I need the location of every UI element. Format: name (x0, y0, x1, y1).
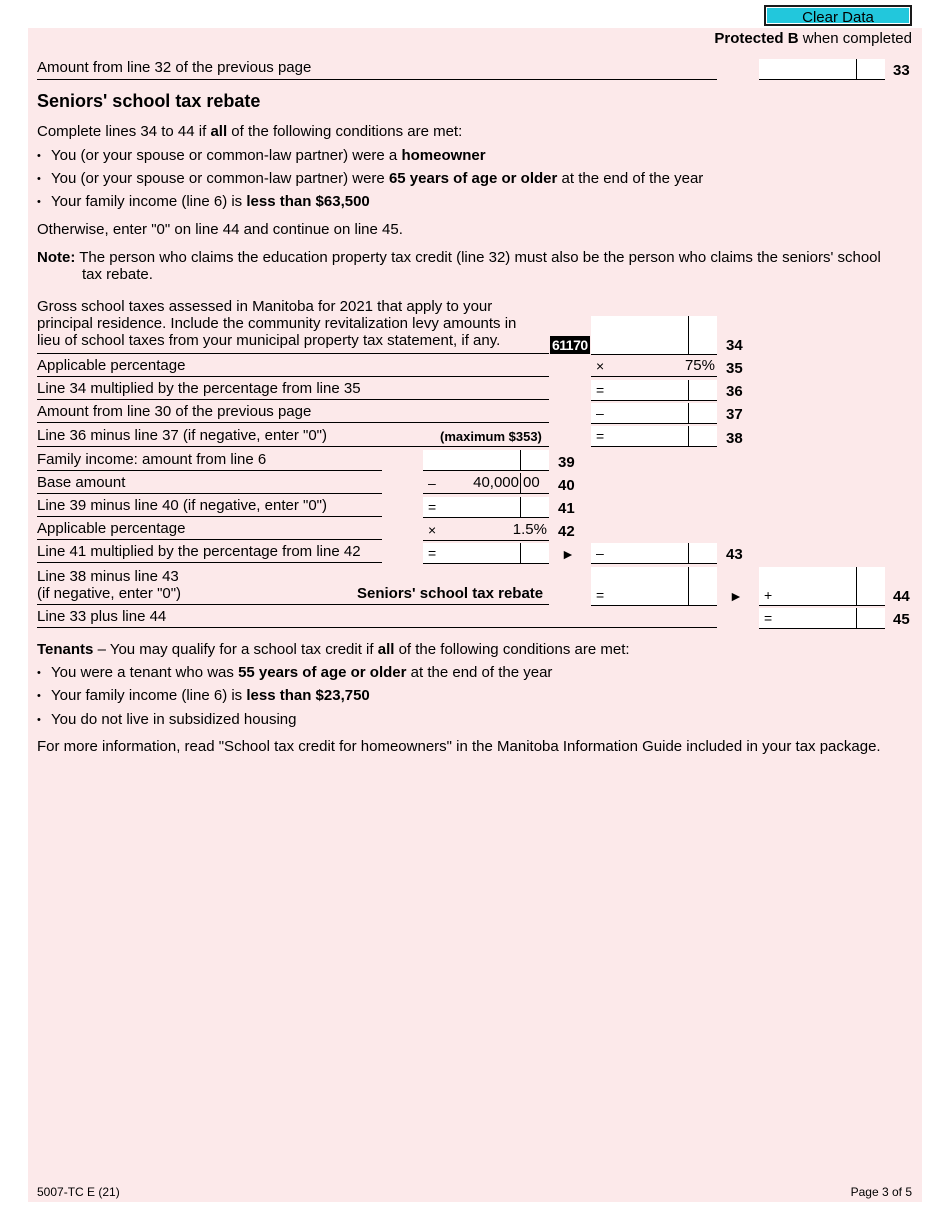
line-44-arrow-icon: ► (729, 588, 743, 604)
tenant-condition-age: • You were a tenant who was 55 years of age or older at the end of the year (37, 664, 553, 681)
line-44-label-2: (if negative, enter "0") (37, 585, 182, 602)
more-info-text: For more information, read "School tax credit for homeowners" in the Manitoba Information Guide included in your tax package. (37, 738, 881, 755)
intro-text: Complete lines 34 to 44 if all of the following conditions are met: (37, 123, 463, 140)
line-42-field: × 1.5% (423, 520, 549, 541)
line-43-rule (37, 562, 382, 563)
tenants-text: Tenants – You may qualify for a school tax credit if all of the following conditions are met: (37, 641, 630, 658)
line-39-label: Family income: amount from line 6 (37, 451, 267, 468)
line-44-label-1: Line 38 minus line 43 (37, 568, 179, 585)
line-40-rule (37, 493, 382, 494)
line-45-rule (37, 627, 717, 628)
line-code-61170: 61170 (552, 337, 588, 353)
line-33-number: 33 (893, 62, 910, 79)
line-35-rule (37, 376, 549, 377)
line-34-rule (37, 353, 549, 354)
line-36-label: Line 34 multiplied by the percentage from line 35 (37, 380, 361, 397)
line-36-number: 36 (726, 383, 743, 400)
line-42-label: Applicable percentage (37, 520, 186, 537)
line-38-maximum: (maximum $353) (440, 429, 542, 444)
line-44-input[interactable]: + (759, 567, 885, 606)
tenant-condition-income: • Your family income (line 6) is less than $23,750 (37, 687, 370, 704)
protected-notice: Protected B when completed (714, 30, 912, 47)
note-text-cont: tax rebate. (82, 266, 153, 283)
line-35-field: × 75% (591, 356, 717, 377)
line-40-number: 40 (558, 477, 575, 494)
line-39-input[interactable] (423, 450, 549, 471)
condition-income: • Your family income (line 6) is less than $63,500 (37, 193, 370, 210)
line-36-input[interactable]: = (591, 380, 717, 401)
line-38-label: Line 36 minus line 37 (if negative, enter "0") (37, 427, 327, 444)
line-45-label: Line 33 plus line 44 (37, 608, 167, 625)
line-34-label-1: Gross school taxes assessed in Manitoba for 2021 that apply to your (37, 298, 493, 315)
line-34-input[interactable] (591, 316, 717, 355)
line-43-input[interactable]: – (591, 543, 717, 564)
line-41-number: 41 (558, 500, 575, 517)
line-40-field: – 40,000 00 (423, 473, 549, 494)
otherwise-text: Otherwise, enter "0" on line 44 and continue on line 45. (37, 221, 403, 238)
form-id: 5007-TC E (21) (37, 1185, 120, 1199)
line-39-rule (37, 470, 382, 471)
line-34-number: 34 (726, 337, 743, 354)
condition-age: • You (or your spouse or common-law partner) were 65 years of age or older at the end of the year (37, 170, 704, 187)
condition-homeowner: • You (or your spouse or common-law partner) were a homeowner (37, 147, 486, 164)
line-43-arrow-icon: ► (561, 546, 575, 562)
line-33-input[interactable] (759, 59, 885, 80)
line-38-rule (37, 446, 549, 447)
line-33-label: Amount from line 32 of the previous page (37, 59, 312, 76)
line-34-label-2: principal residence. Include the community revitalization levy amounts in (37, 315, 517, 332)
line-36-rule (37, 399, 549, 400)
line-37-number: 37 (726, 406, 743, 423)
line-44-number: 44 (893, 588, 910, 605)
page-number: Page 3 of 5 (850, 1185, 912, 1199)
line-41-input[interactable]: = (423, 497, 549, 518)
line-44-title: Seniors' school tax rebate (357, 585, 544, 602)
line-43-calc-input[interactable]: = (423, 543, 549, 564)
line-37-rule (37, 422, 549, 423)
note-text: Note: The person who claims the education property tax credit (line 32) must also be the person who claims the seniors' school (37, 249, 881, 266)
line-38-input[interactable]: = (591, 426, 717, 447)
line-35-label: Applicable percentage (37, 357, 186, 374)
line-34-label-3: lieu of school taxes from your municipal property tax statement, if any. (37, 332, 501, 349)
line-42-number: 42 (558, 523, 575, 540)
line-44-calc-input[interactable]: = (591, 567, 717, 606)
line-33-rule (37, 79, 717, 80)
line-42-rule (37, 539, 382, 540)
line-41-rule (37, 516, 382, 517)
line-41-label: Line 39 minus line 40 (if negative, enter "0") (37, 497, 327, 514)
line-45-number: 45 (893, 611, 910, 628)
line-38-number: 38 (726, 430, 743, 447)
line-35-number: 35 (726, 360, 743, 377)
clear-data-button[interactable]: Clear Data (764, 5, 912, 26)
section-title: Seniors' school tax rebate (37, 91, 261, 111)
line-40-label: Base amount (37, 474, 126, 491)
line-44-rule (37, 604, 549, 605)
line-43-number: 43 (726, 546, 743, 563)
line-45-input[interactable]: = (759, 608, 885, 629)
line-37-input[interactable]: – (591, 403, 717, 424)
line-37-label: Amount from line 30 of the previous page (37, 403, 312, 420)
line-43-label: Line 41 multiplied by the percentage from line 42 (37, 543, 361, 560)
tenant-condition-housing: • You do not live in subsidized housing (37, 711, 297, 728)
line-39-number: 39 (558, 454, 575, 471)
